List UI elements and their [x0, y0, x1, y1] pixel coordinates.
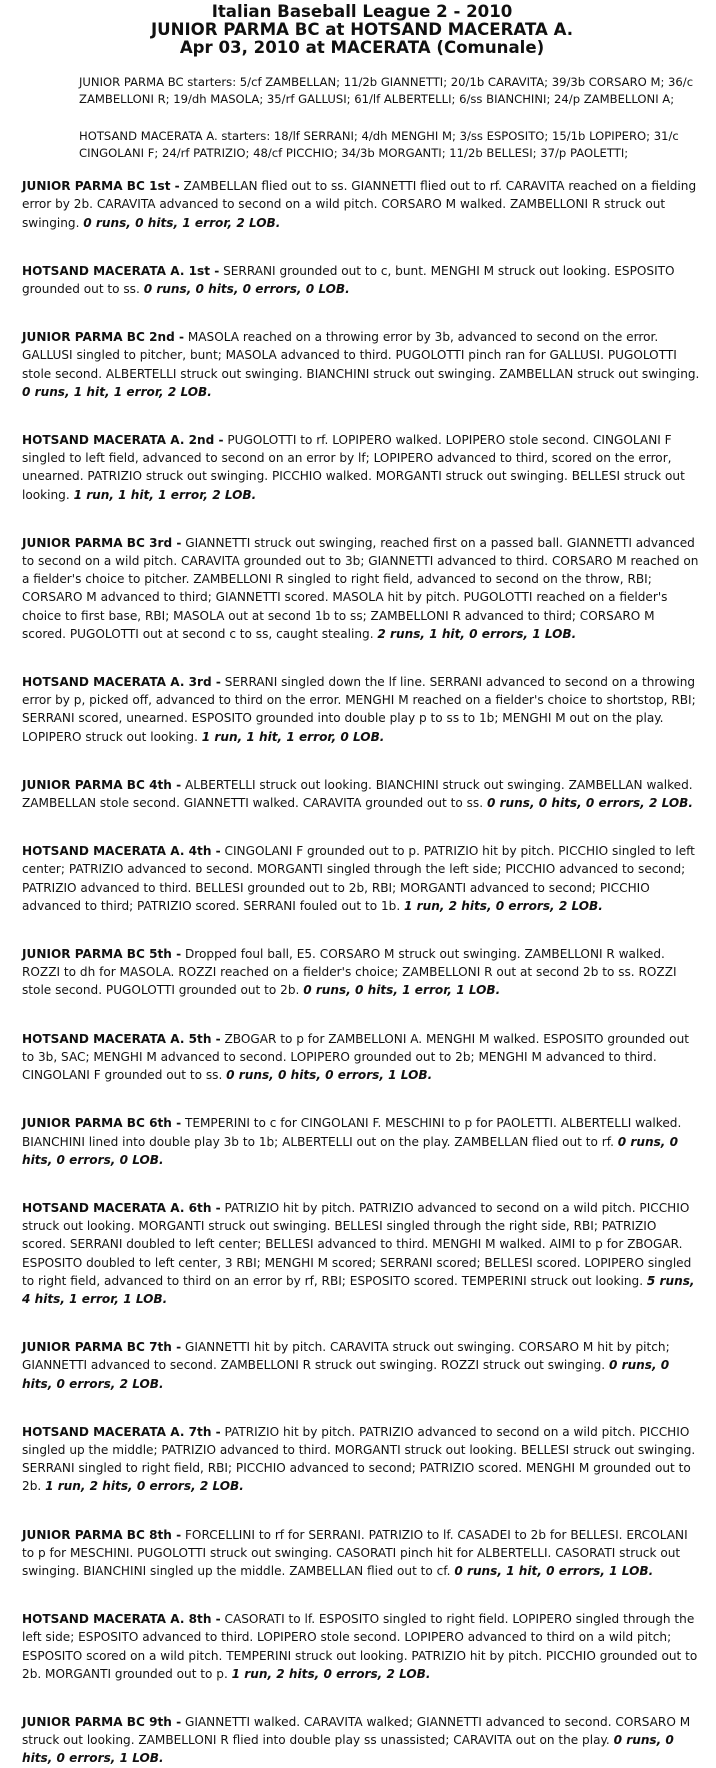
matchup-title: JUNIOR PARMA BC at HOTSAND MACERATA A.: [150, 20, 574, 39]
inning-plays: GIANNETTI hit by pitch. CARAVITA struck out swinging. CORSARO M hit by pitch; GIANNETTI advanced to second. ZAMBELLONI R struck out swinging. ROZZI struck out swinging.: [22, 1340, 670, 1373]
inning-half: [22, 1338, 702, 1393]
inning-half: [22, 1526, 702, 1581]
inning-summary: 0 runs, 0 hits, 0 errors, 1 LOB.: [22, 1733, 674, 1766]
inning-summary: 1 run, 1 hit, 1 error, 0 LOB.: [201, 729, 385, 744]
inning-plays: SERRANI grounded out to c, bunt. MENGHI M struck out looking. ESPOSITO grounded out to ss.: [22, 263, 675, 296]
inning-label: HOTSAND MACERATA A. 4th -: [22, 844, 221, 859]
starters-section: [22, 74, 702, 162]
inning-summary: 0 runs, 0 hits, 0 errors, 0 LOB.: [22, 1134, 679, 1167]
inning-plays: ZAMBELLAN flied out to ss. GIANNETTI flied out to rf. CARAVITA reached on a fielding error by 2b. CARAVITA advanced to second on a wild pitch. CORSARO M walked. ZAMBELLONI R struck out swinging.: [22, 179, 697, 230]
inning-plays: GIANNETTI struck out swinging, reached first on a passed ball. GIANNETTI advanced to second on a wild pitch. CARAVITA grounded out to 3b; GIANNETTI advanced to third. CORSARO M reached on a fielder's choice to pitcher. ZAMBELLONI R singled to right field, advanced to second on the throw, RBI; CORSARO M advanced to third; GIANNETTI scored. MASOLA hit by pitch. PUGOLOTTI reached on a fielder's choice to first base, RBI; MASOLA out at second 1b to ss; ZAMBELLONI R advanced to third; CORSARO M scored. PUGOLOTTI out at second c to ss, caught stealing.: [22, 535, 699, 641]
inning-summary: 1 run, 2 hits, 0 errors, 2 LOB.: [404, 898, 603, 913]
inning-plays: Dropped foul ball, E5. CORSARO M struck out swinging. ZAMBELLONI R walked. ROZZI to dh for MASOLA. ROZZI reached on a fielder's choice; ZAMBELLONI R out at second 2b to ss. ROZZI stole second. PUGOLOTTI grounded out to 2b.: [22, 947, 677, 998]
inning-half: [22, 328, 702, 401]
innings-section: [22, 177, 702, 1767]
inning-plays: PATRIZIO hit by pitch. PATRIZIO advanced to second on a wild pitch. PICCHIO singled up the middle; PATRIZIO advanced to third. MORGANTI struck out looking. BELLESI struck out swinging. SERRANI singled to right field, RBI; PICCHIO advanced to second; PATRIZIO scored. MENGHI M grounded out to 2b.: [22, 1424, 696, 1494]
inning-summary: 0 runs, 1 hit, 1 error, 2 LOB.: [22, 384, 212, 399]
inning-summary: 1 run, 2 hits, 0 errors, 2 LOB.: [45, 1479, 244, 1494]
inning-half: [22, 1713, 702, 1768]
inning-plays: TEMPERINI to c for CINGOLANI F. MESCHINI to p for PAOLETTI. ALBERTELLI walked. BIANCHINI lined into double play 3b to 1b; ALBERTELLI out on the play. ZAMBELLAN flied out to rf.: [22, 1116, 682, 1149]
inning-plays: PATRIZIO hit by pitch. PATRIZIO advanced to second on a wild pitch. PICCHIO struck out looking. MORGANTI struck out swinging. BELLESI singled through the right side, RBI; PATRIZIO scored. SERRANI doubled to left center; BELLESI advanced to third. MENGHI M walked. AIMI to p for ZBOGAR. ESPOSITO doubled to left center, 3 RBI; MENGHI M scored; SERRANI scored; BELLESI scored. LOPIPERO singled to right field, advanced to third on an error by rf, RBI; ESPOSITO scored. TEMPERINI struck out looking.: [22, 1200, 692, 1288]
inning-plays: ZBOGAR to p for ZAMBELLONI A. MENGHI M walked. ESPOSITO grounded out to 3b, SAC; MENGHI M advanced to second. LOPIPERO grounded out to 2b; MENGHI M advanced to third. CINGOLANI F grounded out to ss.: [22, 1031, 689, 1083]
inning-summary: 0 runs, 1 hit, 0 errors, 1 LOB.: [454, 1563, 654, 1578]
inning-label: HOTSAND MACERATA A. 8th -: [22, 1612, 221, 1627]
inning-half: [22, 1199, 702, 1308]
inning-label: JUNIOR PARMA BC 4th -: [22, 777, 182, 792]
date-venue: Apr 03, 2010 at MACERATA (Comunale): [179, 38, 545, 57]
inning-summary: 1 run, 1 hit, 1 error, 2 LOB.: [73, 487, 257, 502]
inning-summary: 1 run, 2 hits, 0 errors, 2 LOB.: [231, 1666, 431, 1681]
inning-summary: 0 runs, 0 hits, 1 error, 2 LOB.: [83, 215, 281, 230]
inning-half: [22, 1030, 702, 1085]
inning-plays: GIANNETTI walked. CARAVITA walked; GIANNETTI advanced to second. CORSARO M struck out looking. ZAMBELLONI R flied into double play ss unassisted; CARAVITA out on the play.: [22, 1714, 691, 1748]
inning-plays: SERRANI singled down the lf line. SERRANI advanced to second on a throwing error by p, picked off, advanced to third on the error. MENGHI M reached on a fielder's choice to shortstop, RBI; SERRANI scored, unearned. ESPOSITO grounded into double play p to ss to 1b; MENGHI M out on the play. LOPIPERO struck out looking.: [22, 675, 696, 744]
inning-summary: 2 runs, 1 hit, 0 errors, 1 LOB.: [377, 626, 577, 641]
starters-lineup: HOTSAND MACERATA A. starters: 18/lf SERRANI; 4/dh MENGHI M; 3/ss ESPOSITO; 15/1b LOPIPERO; 31/c CINGOLANI F; 24/rf PATRIZIO; 48/cf PICCHIO; 34/3b MORGANTI; 11/2b BELLESI; 37/p PAOLETTI;: [79, 128, 679, 160]
inning-summary: 0 runs, 0 hits, 0 errors, 0 LOB.: [143, 282, 350, 296]
inning-half: [22, 1114, 702, 1169]
inning-summary: 0 runs, 0 hits, 0 errors, 2 LOB.: [486, 796, 693, 811]
inning-plays: FORCELLINI to rf for SERRANI. PATRIZIO to lf. CASADEI to 2b for BELLESI. ERCOLANI to p for MESCHINI. PUGOLOTTI struck out swinging. CASORATI pinch hit for ALBERTELLI. CASORATI struck out swinging. BIANCHINI singled up the middle. ZAMBELLAN flied out to cf.: [22, 1527, 688, 1578]
inning-summary: 5 runs, 4 hits, 1 error, 1 LOB.: [22, 1273, 695, 1306]
inning-label: JUNIOR PARMA BC 8th -: [22, 1527, 182, 1542]
inning-plays: CASORATI to lf. ESPOSITO singled to right field. LOPIPERO singled through the left side; ESPOSITO advanced to third. LOPIPERO stole second. LOPIPERO advanced to third on a wild pitch; ESPOSITO scored on a wild pitch. TEMPERINI struck out looking. PATRIZIO hit by pitch. PICCHIO grounded out to 2b. MORGANTI grounded out to p.: [22, 1612, 698, 1681]
inning-half: [22, 842, 702, 915]
inning-half: [22, 431, 702, 504]
starters-lineup: JUNIOR PARMA BC starters: 5/cf ZAMBELLAN; 11/2b GIANNETTI; 20/1b CARAVITA; 39/3b CORSARO M; 36/c ZAMBELLONI R; 19/dh MASOLA; 35/rf GALLUSI; 61/lf ALBERTELLI; 6/ss BIANCHINI; 24/p ZAMBELLONI A;: [79, 75, 694, 107]
inning-plays: ALBERTELLI struck out looking. BIANCHINI struck out swinging. ZAMBELLAN walked. ZAMBELLAN stole second. GIANNETTI walked. CARAVITA grounded out to ss.: [22, 777, 693, 811]
inning-label: JUNIOR PARMA BC 7th -: [22, 1340, 182, 1355]
inning-plays: PUGOLOTTI to rf. LOPIPERO walked. LOPIPERO stole second. CINGOLANI F singled to left field, advanced to second on an error by lf; LOPIPERO advanced to third, scored on the error, unearned. PATRIZIO struck out swinging. PICCHIO walked. MORGANTI struck out swinging. BELLESI struck out looking.: [22, 433, 685, 502]
inning-label: JUNIOR PARMA BC 2nd -: [22, 330, 184, 345]
inning-half: [22, 534, 702, 643]
inning-summary: 0 runs, 0 hits, 1 error, 1 LOB.: [303, 983, 501, 998]
inning-label: HOTSAND MACERATA A. 5th -: [22, 1031, 221, 1046]
inning-label: JUNIOR PARMA BC 3rd -: [22, 535, 182, 550]
inning-label: HOTSAND MACERATA A. 1st -: [22, 263, 220, 278]
inning-half: [22, 262, 702, 298]
inning-label: JUNIOR PARMA BC 9th -: [22, 1714, 182, 1729]
inning-label: HOTSAND MACERATA A. 3rd -: [22, 675, 221, 690]
inning-label: JUNIOR PARMA BC 1st -: [22, 179, 180, 194]
inning-plays: CINGOLANI F grounded out to p. PATRIZIO hit by pitch. PICCHIO singled to left center; PATRIZIO advanced to second. MORGANTI singled through the left side; PICCHIO advanced to second; PATRIZIO advanced to third. BELLESI grounded out to 2b, RBI; MORGANTI advanced to second; PICCHIO advanced to third; PATRIZIO scored. SERRANI fouled out to 1b.: [22, 844, 695, 913]
inning-half: [22, 1610, 702, 1683]
inning-half: [22, 1423, 702, 1496]
inning-label: HOTSAND MACERATA A. 2nd -: [22, 433, 224, 448]
inning-label: JUNIOR PARMA BC 6th -: [22, 1116, 182, 1131]
inning-half: [22, 673, 702, 746]
inning-plays: MASOLA reached on a throwing error by 3b, advanced to second on the error. GALLUSI singled to pitcher, bunt; MASOLA advanced to third. PUGOLOTTI pinch ran for GALLUSI. PUGOLOTTI stole second. ALBERTELLI struck out swinging. BIANCHINI struck out swinging. ZAMBELLAN struck out swinging.: [22, 330, 700, 381]
document-header: [22, 0, 702, 57]
inning-label: HOTSAND MACERATA A. 7th -: [22, 1424, 221, 1439]
inning-summary: 0 runs, 0 hits, 0 errors, 2 LOB.: [22, 1358, 670, 1391]
league-title: Italian Baseball League 2 - 2010: [211, 2, 513, 21]
inning-half: [22, 177, 702, 232]
inning-half: [22, 776, 702, 812]
inning-half: [22, 945, 702, 1000]
inning-label: HOTSAND MACERATA A. 6th -: [22, 1200, 221, 1215]
inning-label: JUNIOR PARMA BC 5th -: [22, 947, 182, 962]
inning-summary: 0 runs, 0 hits, 0 errors, 1 LOB.: [226, 1068, 433, 1083]
